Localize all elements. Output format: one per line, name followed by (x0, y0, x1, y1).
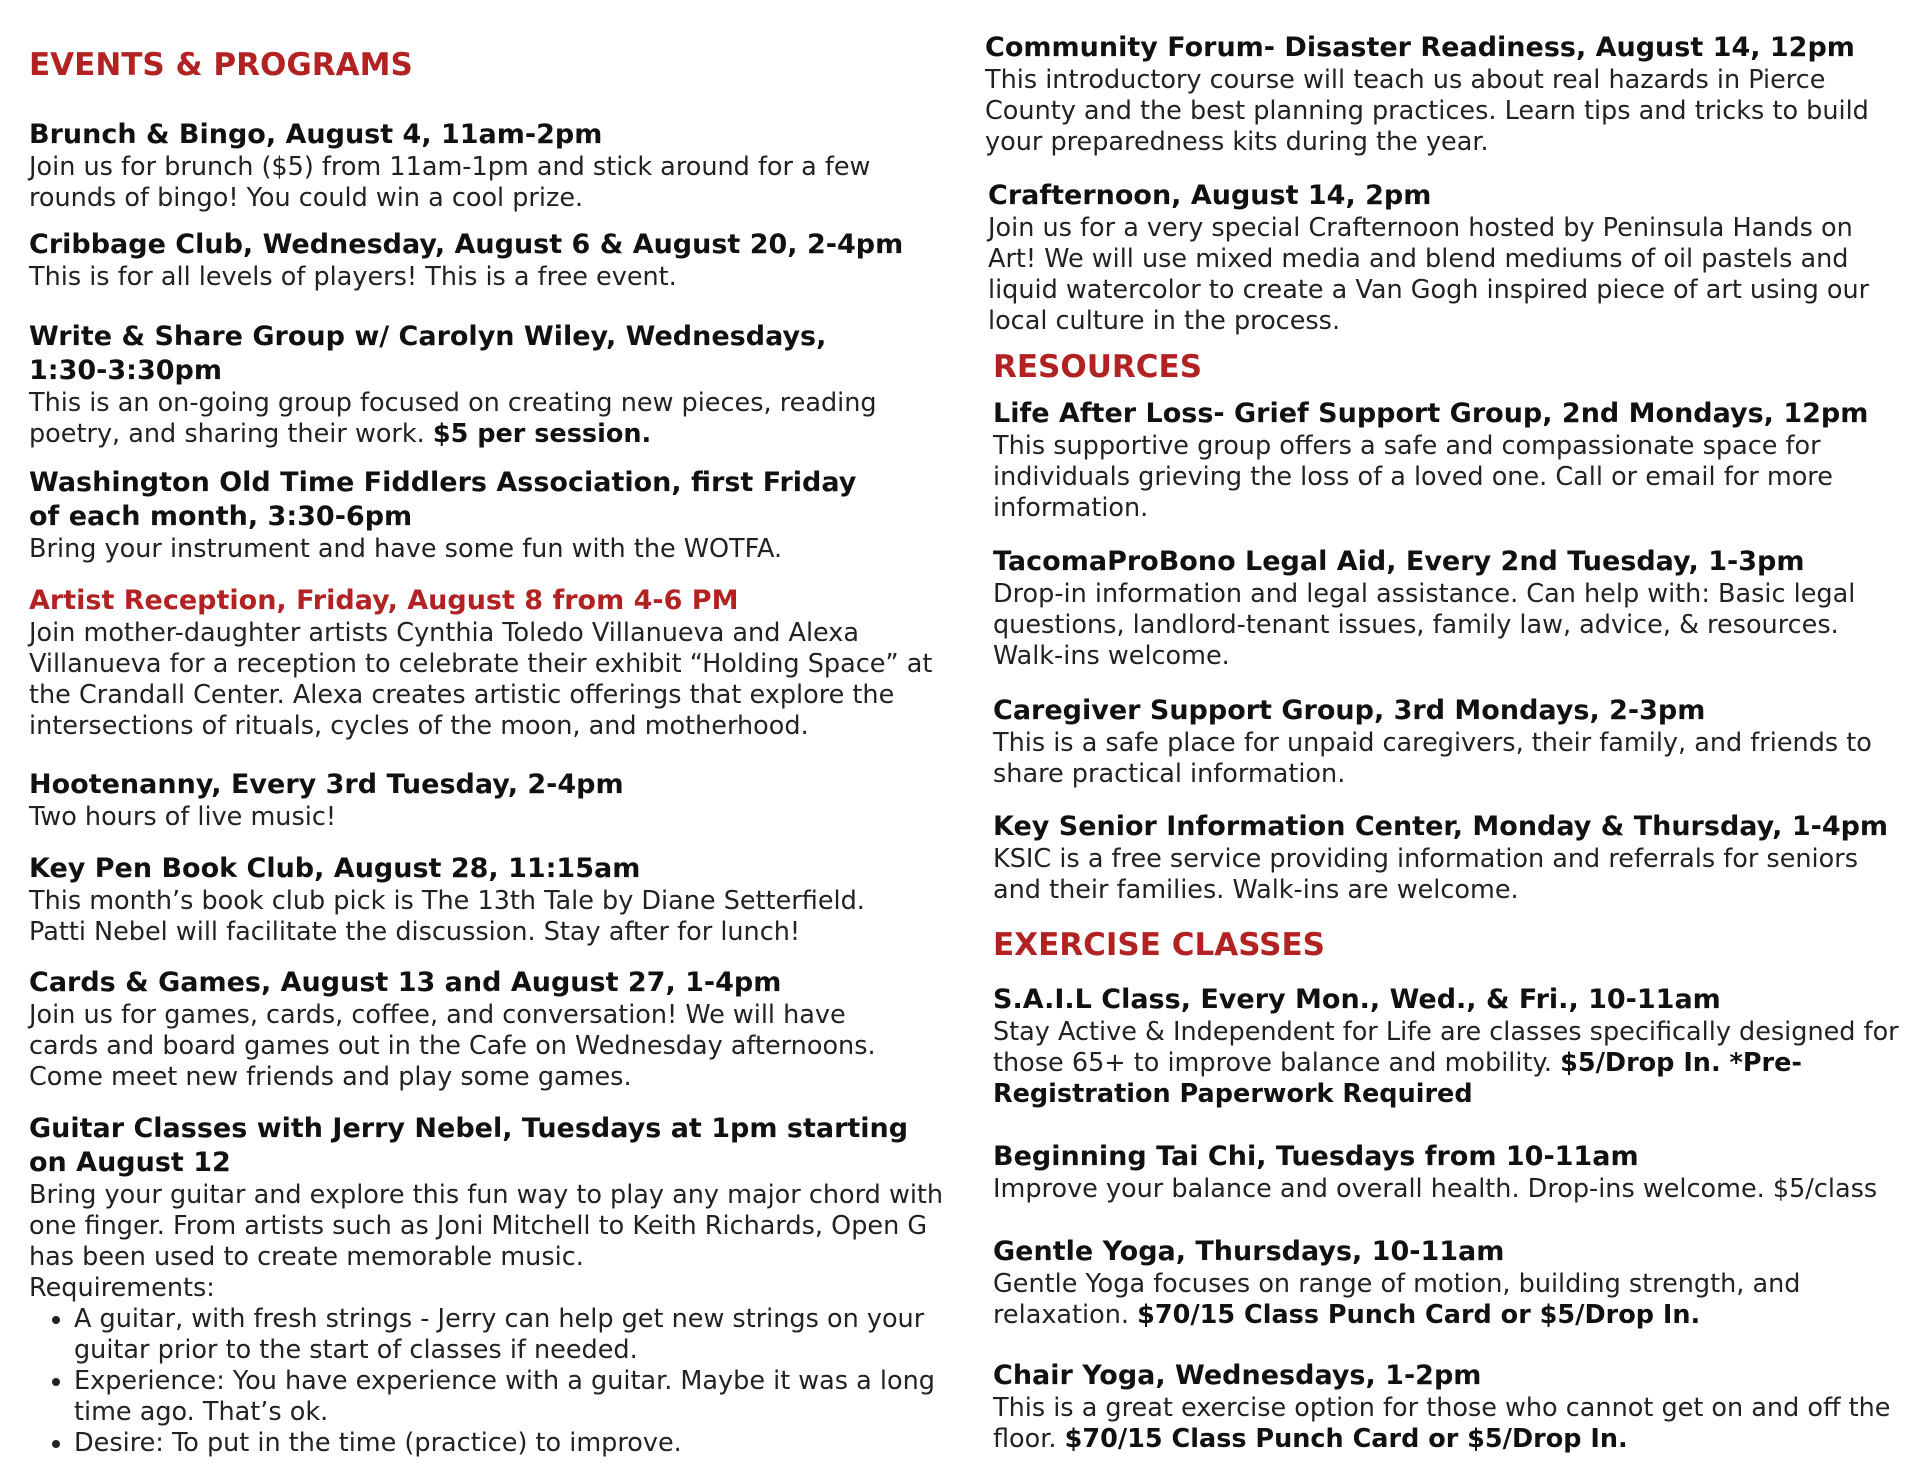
event-guitar-classes (29, 1112, 954, 1459)
class-gentle-yoga (993, 1235, 1893, 1331)
resource-description: Drop-in information and legal assistance. Can help with: Basic legal questions, landlord-tenant issues, family law, advice, & resources. Walk-ins welcome. (993, 579, 1856, 671)
class-price: $5/Drop In. *Pre-Registration Paperwork Required (993, 1048, 1803, 1109)
event-description: Bring your instrument and have some fun with the WOTFA. (29, 534, 783, 564)
resource-ksic (993, 810, 1893, 906)
event-description: Join us for games, cards, coffee, and conversation! We will have cards and board games out in the Cafe on Wednesday afternoons. Come meet new friends and play some games. (29, 1000, 876, 1092)
event-title: Crafternoon, August 14, 2pm (988, 180, 1432, 211)
class-description-text: Stay Active & Independent for Life are classes specifically designed for those 65+ to improve balance and mobility. (993, 1017, 1899, 1078)
event-fiddlers (29, 466, 889, 565)
event-description: Join us for a very special Crafternoon hosted by Peninsula Hands on Art! We will use mixed media and blend mediums of oil pastels and liquid watercolor to create a Van Gogh inspired piece of art using our local culture in the process. (988, 213, 1870, 336)
class-description-text: Gentle Yoga focuses on range of motion, building strength, and relaxation. (993, 1269, 1801, 1330)
event-price: $5 per session. (432, 419, 652, 449)
class-price: $70/15 Class Punch Card or $5/Drop In. (1137, 1300, 1701, 1330)
event-book-club (29, 852, 909, 948)
class-description (993, 1017, 1913, 1110)
event-title: Hootenanny, Every 3rd Tuesday, 2-4pm (29, 769, 624, 800)
class-description: Improve your balance and overall health. Drop-ins welcome. $5/class (993, 1174, 1878, 1204)
event-description: Join us for brunch ($5) from 11am-1pm and stick around for a few rounds of bingo! You could win a cool prize. (29, 152, 871, 213)
requirements-label: Requirements: (29, 1273, 215, 1303)
resource-title: Caregiver Support Group, 3rd Mondays, 2-3pm (993, 695, 1706, 726)
class-title: Gentle Yoga, Thursdays, 10-11am (993, 1236, 1505, 1267)
event-title: Washington Old Time Fiddlers Association, first Friday of each month, 3:30-6pm (29, 467, 857, 532)
class-price: $70/15 Class Punch Card or $5/Drop In. (1064, 1424, 1628, 1454)
list-item: • Desire: To put in the time (practice) to improve. (74, 1428, 954, 1459)
list-item: • Experience: You have experience with a guitar. Maybe it was a long time ago. That’s ok. (74, 1366, 954, 1428)
events-programs-heading: EVENTS & PROGRAMS (29, 47, 413, 83)
resource-title: Life After Loss- Grief Support Group, 2nd Mondays, 12pm (993, 398, 1869, 429)
resource-description: This is a safe place for unpaid caregivers, their family, and friends to share practical information. (993, 728, 1872, 789)
event-description: Bring your guitar and explore this fun way to play any major chord with one finger. From artists such as Joni Mitchell to Keith Richards, Open G has been used to create memorable music. (29, 1180, 944, 1272)
event-cards-games (29, 966, 909, 1093)
list-item: • A guitar, with fresh strings - Jerry can help get new strings on your guitar prior to the start of classes if needed. (74, 1304, 954, 1366)
class-title: Chair Yoga, Wednesdays, 1-2pm (993, 1360, 1482, 1391)
class-title: S.A.I.L Class, Every Mon., Wed., & Fri., 10-11am (993, 984, 1721, 1015)
requirements-list (29, 1304, 954, 1459)
event-description: This introductory course will teach us about real hazards in Pierce County and the best planning practices. Learn tips and tricks to build your preparedness kits during the year. (985, 65, 1869, 157)
event-community-forum (985, 31, 1885, 158)
resource-legal-aid (993, 545, 1893, 672)
event-title: Key Pen Book Club, August 28, 11:15am (29, 853, 641, 884)
event-title: Community Forum- Disaster Readiness, August 14, 12pm (985, 32, 1855, 63)
event-title: Write & Share Group w/ Carolyn Wiley, Wednesdays, 1:30-3:30pm (29, 321, 827, 386)
event-title: Artist Reception, Friday, August 8 from 4-6 PM (29, 585, 739, 616)
event-artist-reception (29, 584, 949, 742)
event-title: Brunch & Bingo, August 4, 11am-2pm (29, 119, 603, 150)
class-tai-chi (993, 1140, 1913, 1205)
event-description-text: This is an on-going group focused on creating new pieces, reading poetry, and sharing their work. (29, 388, 877, 449)
event-description: This is for all levels of players! This is a free event. (29, 262, 677, 292)
resource-title: TacomaProBono Legal Aid, Every 2nd Tuesday, 1-3pm (993, 546, 1805, 577)
event-description: Join mother-daughter artists Cynthia Toledo Villanueva and Alexa Villanueva for a reception to celebrate their exhibit “Holding Space” at the Crandall Center. Alexa creates artistic offerings that explore the intersections of rituals, cycles of the moon, and motherhood. (29, 618, 933, 741)
event-title: Cribbage Club, Wednesday, August 6 & August 20, 2-4pm (29, 229, 904, 260)
event-description (29, 388, 889, 450)
resource-description: This supportive group offers a safe and compassionate space for individuals grieving the loss of a loved one. Call or email for more information. (993, 431, 1833, 523)
event-title: Guitar Classes with Jerry Nebel, Tuesdays at 1pm starting on August 12 (29, 1113, 909, 1178)
event-brunch-bingo (29, 118, 909, 214)
class-description (993, 1393, 1893, 1455)
resource-caregiver-support (993, 694, 1893, 790)
class-sail (993, 983, 1913, 1110)
event-description: Two hours of live music! (29, 802, 337, 832)
event-cribbage-club (29, 228, 949, 293)
resource-description: KSIC is a free service providing information and referrals for seniors and their families. Walk-ins are welcome. (993, 844, 1859, 905)
class-description (993, 1269, 1893, 1331)
resource-grief-support (993, 397, 1893, 524)
event-description: This month’s book club pick is The 13th Tale by Diane Setterfield. Patti Nebel will facilitate the discussion. Stay after for lunch! (29, 886, 865, 947)
class-description-text: This is a great exercise option for those who cannot get on and off the floor. (993, 1393, 1891, 1454)
exercise-classes-heading: EXERCISE CLASSES (993, 927, 1325, 963)
event-crafternoon (988, 179, 1888, 337)
resources-heading: RESOURCES (993, 349, 1203, 385)
event-title: Cards & Games, August 13 and August 27, 1-4pm (29, 967, 782, 998)
class-title: Beginning Tai Chi, Tuesdays from 10-11am (993, 1141, 1639, 1172)
event-write-share (29, 320, 889, 450)
class-chair-yoga (993, 1359, 1893, 1455)
event-hootenanny (29, 768, 949, 833)
resource-title: Key Senior Information Center, Monday & Thursday, 1-4pm (993, 811, 1889, 842)
